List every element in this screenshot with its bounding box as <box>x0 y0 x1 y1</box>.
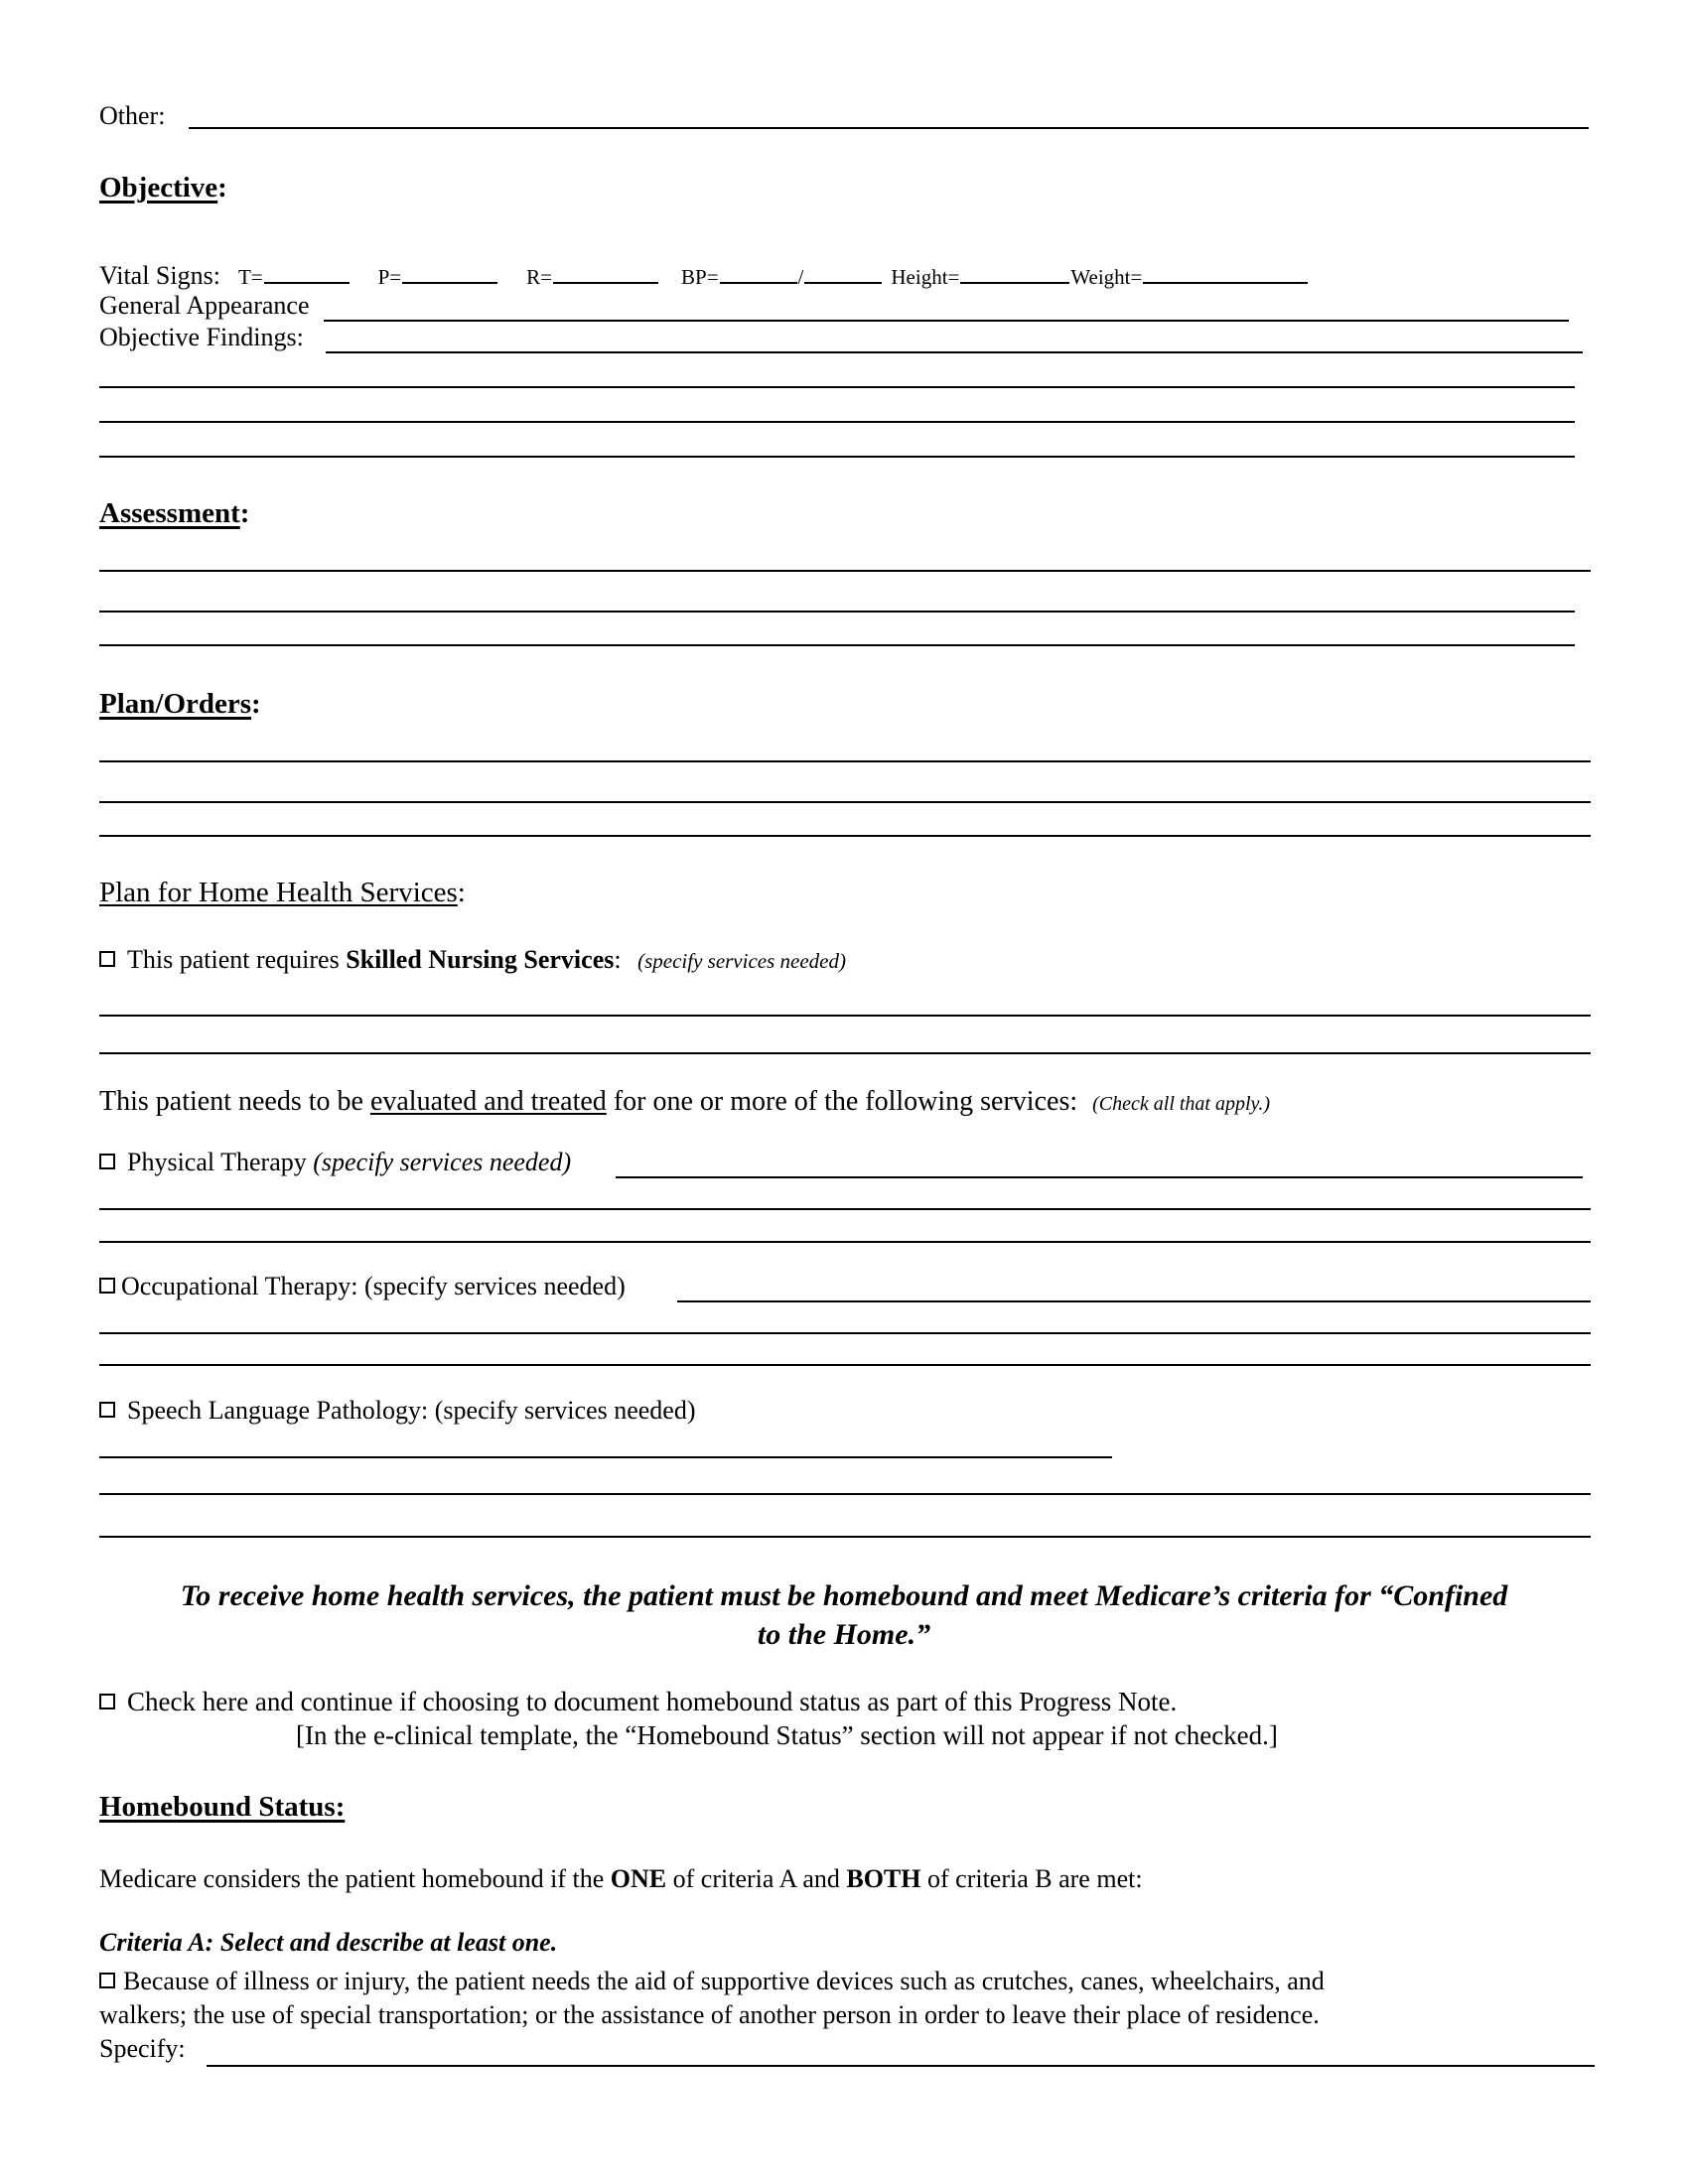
homebound-check-row: Check here and continue if choosing to document homebound status as part of this Progress Note. <box>99 1685 1177 1718</box>
physical-therapy-line-3[interactable] <box>99 1241 1591 1243</box>
vital-temp-label: T= <box>237 265 263 289</box>
occupational-therapy-checkbox[interactable] <box>99 1278 115 1294</box>
assessment-heading: Assessment: <box>99 497 250 529</box>
assessment-line-1[interactable] <box>99 570 1591 572</box>
specify-label: Specify: <box>99 2034 186 2063</box>
speech-pathology-line-1[interactable] <box>99 1456 1112 1458</box>
physical-therapy-line-1[interactable] <box>616 1176 1583 1178</box>
banner-line-2: to the Home.” <box>757 1618 931 1651</box>
check-all-hint: (Check all that apply.) <box>1092 1093 1270 1115</box>
skilled-nursing-row: This patient requires Skilled Nursing Services: (specify services needed) <box>99 945 846 975</box>
vital-resp-field[interactable] <box>553 260 658 284</box>
criteria-a-option-1: Because of illness or injury, the patient needs the aid of supportive devices such as crutches, canes, wheelchairs, and walkers; the use of special transportation; or the assistance of another person in order to leave their place of residence. Specify: <box>99 1965 1325 2066</box>
homebound-checkbox[interactable] <box>99 1694 115 1709</box>
plan-orders-line-1[interactable] <box>99 760 1591 762</box>
criteria-a-option-1-checkbox[interactable] <box>99 1973 115 1988</box>
skilled-nursing-hint: (specify services needed) <box>637 949 846 973</box>
vital-height-label: Height= <box>891 265 960 289</box>
vital-pulse-field[interactable] <box>402 260 497 284</box>
vital-bp-diastolic-field[interactable] <box>804 260 882 284</box>
specify-line[interactable] <box>207 2065 1595 2067</box>
skilled-nursing-line-2[interactable] <box>99 1052 1591 1054</box>
speech-pathology-line-3[interactable] <box>99 1536 1591 1538</box>
objective-findings-line-2[interactable] <box>99 386 1575 388</box>
objective-findings-label: Objective Findings: <box>99 323 304 351</box>
vital-weight-field[interactable] <box>1143 260 1308 284</box>
vital-bp-label: BP= <box>681 265 719 289</box>
vital-temp-field[interactable] <box>264 260 350 284</box>
vital-signs-row <box>99 260 1309 291</box>
speech-pathology-checkbox[interactable] <box>99 1402 115 1418</box>
occupational-therapy-row: Occupational Therapy: (specify services needed) <box>99 1272 626 1301</box>
vital-pulse-label: P= <box>377 265 402 289</box>
objective-findings-line-3[interactable] <box>99 421 1575 423</box>
objective-heading: Objective: <box>99 172 227 204</box>
physical-therapy-line-2[interactable] <box>99 1208 1591 1210</box>
physical-therapy-row: Physical Therapy (specify services needed) <box>99 1148 571 1177</box>
occupational-therapy-line-3[interactable] <box>99 1364 1591 1366</box>
other-label: Other: <box>99 101 166 130</box>
assessment-line-3[interactable] <box>99 644 1575 646</box>
assessment-line-2[interactable] <box>99 611 1575 613</box>
vital-height-field[interactable] <box>960 260 1069 284</box>
homebound-status-heading: Homebound Status: <box>99 1791 346 1823</box>
homebound-requirement-banner <box>99 1576 1589 1654</box>
vital-signs-label: Vital Signs: <box>99 261 220 290</box>
plan-orders-line-3[interactable] <box>99 835 1591 837</box>
plan-orders-line-2[interactable] <box>99 801 1591 803</box>
occupational-therapy-line-2[interactable] <box>99 1332 1591 1334</box>
skilled-nursing-checkbox[interactable] <box>99 951 115 967</box>
criteria-a-title: Criteria A: Select and describe at least one. <box>99 1928 558 1957</box>
skilled-nursing-line-1[interactable] <box>99 1015 1591 1017</box>
evaluate-sentence: This patient needs to be evaluated and treated for one or more of the following services: (Check all that apply.) <box>99 1086 1270 1117</box>
objective-findings-line-4[interactable] <box>99 456 1575 458</box>
homebound-check-note: [In the e-clinical template, the “Homebound Status” section will not appear if not checked.] <box>296 1720 1278 1750</box>
general-appearance-label: General Appearance <box>99 291 310 320</box>
objective-findings-line-1[interactable] <box>326 351 1583 353</box>
occupational-therapy-line-1[interactable] <box>677 1300 1591 1302</box>
speech-pathology-line-2[interactable] <box>99 1493 1591 1495</box>
banner-line-1: To receive home health services, the patient must be homebound and meet Medicare’s criteria for “Confined <box>180 1579 1508 1612</box>
other-input-line[interactable] <box>189 127 1589 129</box>
vital-bp-systolic-field[interactable] <box>720 260 797 284</box>
vital-bp-slash: / <box>797 265 804 289</box>
vital-weight-label: Weight= <box>1070 265 1143 289</box>
plan-orders-heading: Plan/Orders: <box>99 688 261 720</box>
homebound-intro: Medicare considers the patient homebound if the ONE of criteria A and BOTH of criteria B are met: <box>99 1864 1143 1893</box>
physical-therapy-checkbox[interactable] <box>99 1154 115 1169</box>
general-appearance-line[interactable] <box>324 320 1569 322</box>
speech-pathology-row: Speech Language Pathology: (specify services needed) <box>99 1396 696 1426</box>
home-health-heading: Plan for Home Health Services: <box>99 877 466 908</box>
vital-resp-label: R= <box>526 265 553 289</box>
